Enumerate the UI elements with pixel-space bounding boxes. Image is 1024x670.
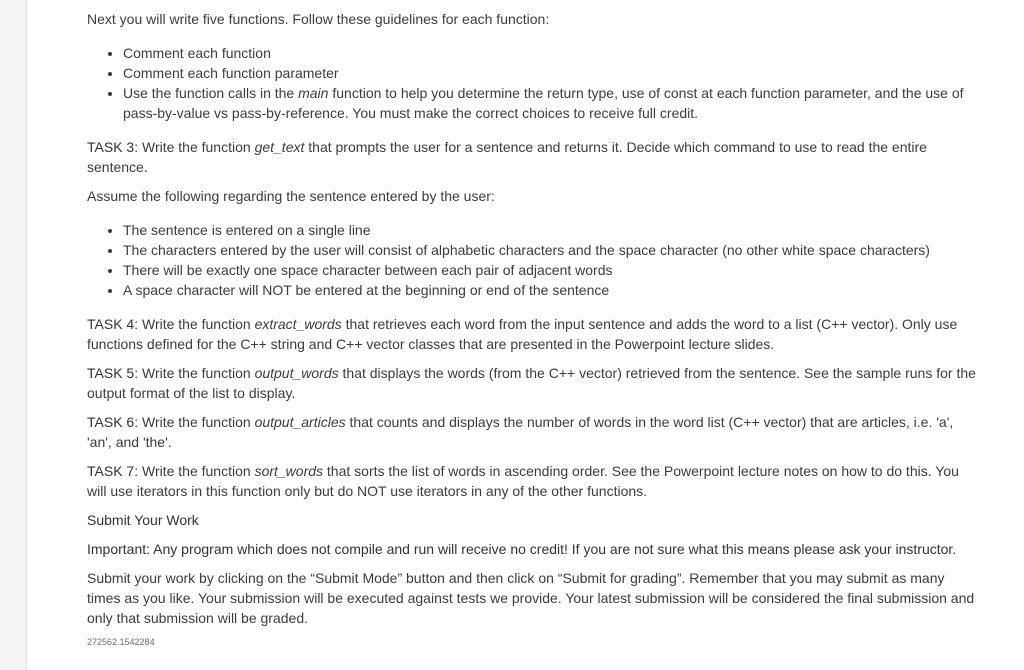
assumption-item: • The sentence is entered on a single line xyxy=(123,220,977,240)
guideline-item xyxy=(123,83,977,123)
guidelines-list xyxy=(87,43,977,123)
guideline-item: • Comment each function parameter xyxy=(123,63,977,83)
function-name: output_words xyxy=(254,365,339,381)
task-text: that prompts the user for a sentence and returns it. Decide which command to use to read the entire sentence. xyxy=(87,139,927,175)
task-text: : Write the function xyxy=(134,139,255,155)
task4-paragraph xyxy=(87,314,977,354)
task-label: TASK 6 xyxy=(87,414,135,430)
task-label: TASK 4 xyxy=(87,316,135,332)
submission-id: 272562.1542284 xyxy=(87,637,155,647)
task-text: : Write the function xyxy=(134,316,255,332)
task-text: that counts and displays the number of words in the word list (C++ vector) that are articles, i.e. 'a', 'an', and 'the'. xyxy=(87,414,954,450)
main-function-name: main xyxy=(298,85,329,101)
task-label: TASK 3 xyxy=(87,139,135,155)
function-name: get_text xyxy=(254,139,305,155)
task-text: that retrieves each word from the input sentence and adds the word to a list (C++ vector). Only use functions defined for the C++ string and C++ vector classes that are presented in the Powerpoint lecture slides. xyxy=(87,316,958,352)
assumption-item: • A space character will NOT be entered at the beginning or end of the sentence xyxy=(123,280,977,300)
task7-paragraph xyxy=(87,461,977,501)
function-name: extract_words xyxy=(254,316,342,332)
task-text: that sorts the list of words in ascending order. See the Powerpoint lecture notes on how to do this. You will use iterators in this function only but do NOT use iterators in any of the other functions. xyxy=(87,463,959,499)
guideline-text: Use the function calls in the xyxy=(123,85,295,101)
task6-paragraph xyxy=(87,412,977,452)
task-text: : Write the function xyxy=(134,365,255,381)
task-text: : Write the function xyxy=(134,414,255,430)
submit-heading: Submit Your Work xyxy=(87,512,199,528)
assume-paragraph: Assume the following regarding the sentence entered by the user: xyxy=(87,188,495,204)
task3-paragraph xyxy=(87,137,977,177)
important-notice: Important: Any program which does not compile and run will receive no credit! If you are not sure what this means please ask your instructor. xyxy=(87,541,957,557)
task-label: TASK 7 xyxy=(87,463,135,479)
guideline-item: • Comment each function xyxy=(123,43,977,63)
submit-instructions: Submit your work by clicking on the “Submit Mode” button and then click on “Submit for grading”. Remember that you may submit as many times as you like. Your submission will be executed against tests we provide. Your latest submission will be considered the final submission and only that submission will be graded. xyxy=(87,570,975,626)
function-name: output_articles xyxy=(254,414,346,430)
assumption-item: • There will be exactly one space character between each pair of adjacent words xyxy=(123,260,977,280)
assumption-item: • The characters entered by the user will consist of alphabetic characters and the space character (no other white space characters) xyxy=(123,240,977,260)
task5-paragraph xyxy=(87,363,977,403)
task-text: : Write the function xyxy=(134,463,255,479)
task-label: TASK 5 xyxy=(87,365,135,381)
task-text: that displays the words (from the C++ vector) retrieved from the sentence. See the sample runs for the output format of the list to display. xyxy=(87,365,976,401)
left-sidebar-strip xyxy=(0,0,27,670)
intro-paragraph: Next you will write five functions. Follow these guidelines for each function: xyxy=(87,11,550,27)
function-name: sort_words xyxy=(254,463,324,479)
instructions-content xyxy=(87,9,977,647)
guideline-text: function to help you determine the return type, use of const at each function parameter, and the use of pass-by-value vs pass-by-reference. You must make the correct choices to receive full credit. xyxy=(123,85,964,121)
assumptions-list xyxy=(87,220,977,300)
